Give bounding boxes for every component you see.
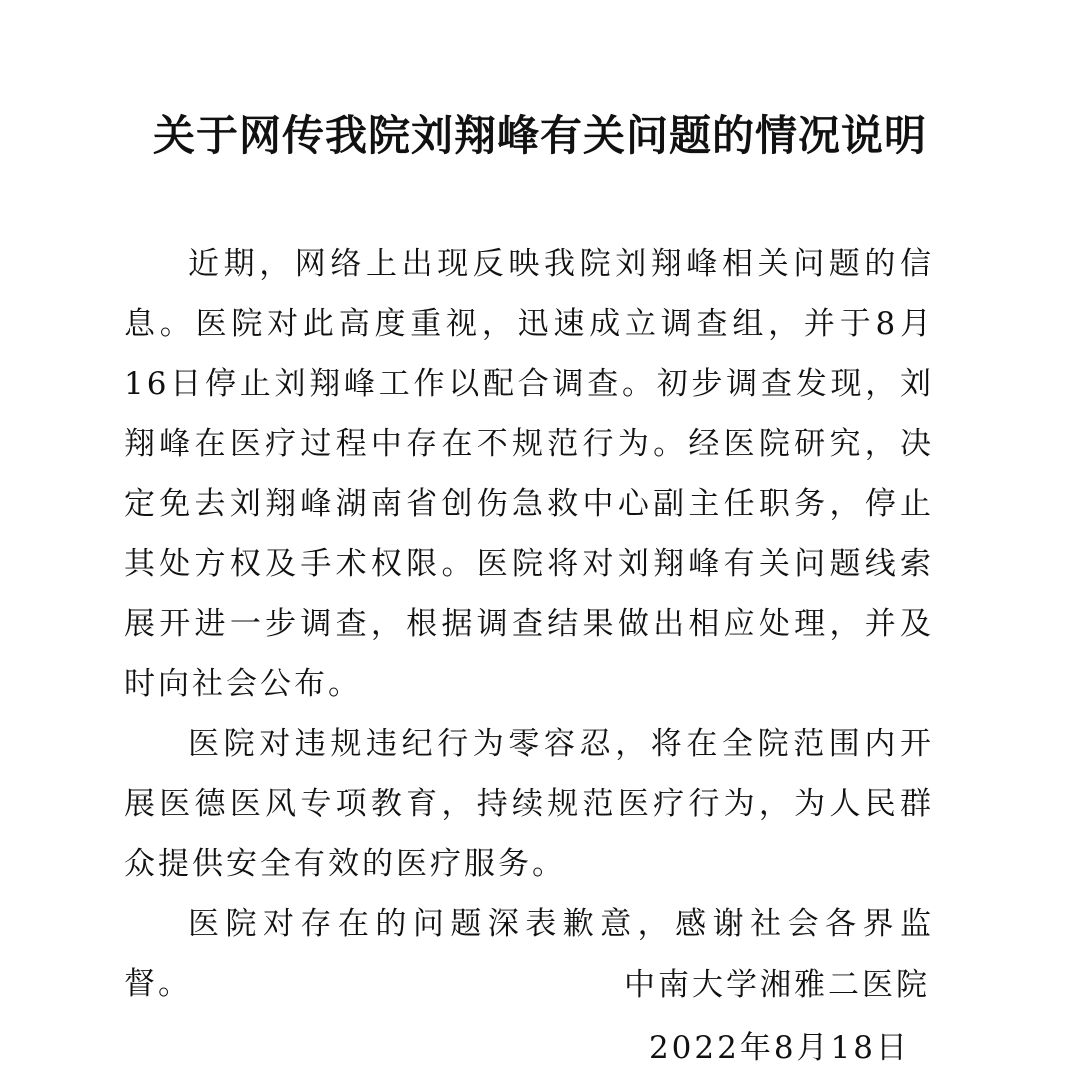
document-body <box>124 234 934 1014</box>
paragraph-3: 医院对存在的问题深表歉意，感谢社会各界监督。 <box>124 906 934 1002</box>
paragraph-1: 近期，网络上出现反映我院刘翔峰相关问题的信息。医院对此高度重视，迅速成立调查组，并于8月16日停止刘翔峰工作以配合调查。初步调查发现，刘翔峰在医疗过程中存在不规范行为。经医院研究，决定免去刘翔峰湖南省创伤急救中心副主任职务，停止其处方权及手术权限。医院将对刘翔峰有关问题线索展开进一步调查，根据调查结果做出相应处理，并及时向社会公布。 <box>124 246 934 702</box>
paragraph-2: 医院对违规违纪行为零容忍，将在全院范围内开展医德医风专项教育，持续规范医疗行为，为人民群众提供安全有效的医疗服务。 <box>124 726 934 882</box>
signature-organization: 中南大学湘雅二医院 <box>624 967 930 1003</box>
document-title: 关于网传我院刘翔峰有关问题的情况说明 <box>152 111 927 160</box>
signature-date: 2022年8月18日 <box>648 1030 910 1066</box>
